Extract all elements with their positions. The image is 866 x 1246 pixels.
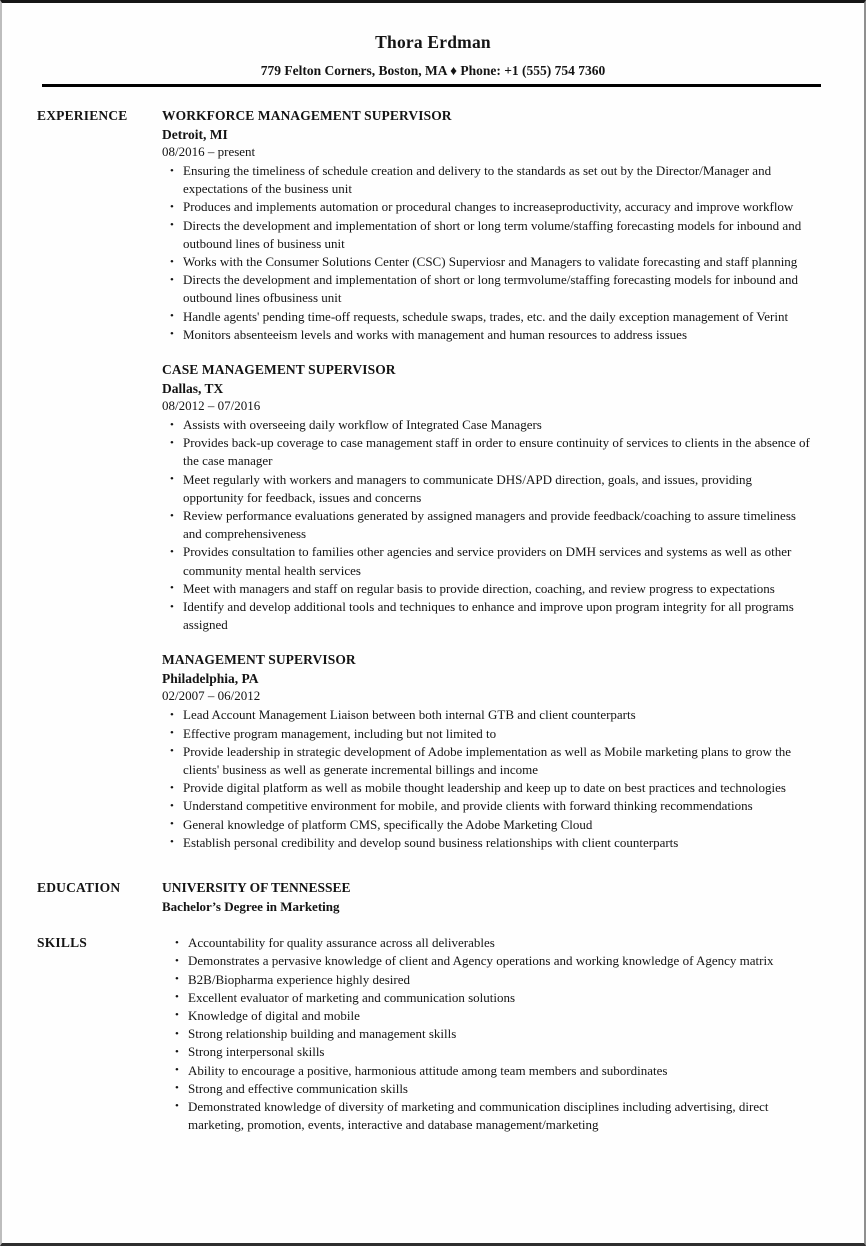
bullet-item	[162, 706, 812, 724]
bullet-text: Effective program management, including but not limited to	[183, 725, 497, 741]
bullet-item	[162, 725, 812, 743]
skills-list	[167, 934, 812, 1134]
degree: Bachelor’s Degree in Marketing	[162, 899, 340, 915]
bullet-icon: •	[170, 727, 174, 740]
experience-content	[162, 106, 812, 852]
bullet-icon: •	[170, 600, 174, 613]
bullet-text: Meet regularly with workers and managers to communicate DHS/APD direction, goals, and issues, providing opportunity for feedback, issues and concerns	[183, 471, 752, 505]
job-entry	[162, 106, 812, 344]
bullet-item	[162, 580, 812, 598]
bullet-icon: •	[170, 781, 174, 794]
bullet-item	[162, 198, 812, 216]
skill-text: Strong and effective communication skills	[188, 1080, 408, 1096]
bullet-text: Assists with overseeing daily workflow of Integrated Case Managers	[183, 417, 542, 433]
skill-text: Knowledge of digital and mobile	[188, 1007, 360, 1023]
contact-line: 779 Felton Corners, Boston, MA ♦ Phone: +1 (555) 754 7360	[260, 63, 606, 78]
skill-text: Demonstrates a pervasive knowledge of client and Agency operations and working knowledge of Agency matrix	[188, 953, 774, 969]
bullet-item	[162, 507, 812, 543]
job-entry	[162, 650, 812, 852]
bullet-icon: •	[175, 1082, 179, 1095]
skill-item	[167, 952, 812, 970]
job-title: MANAGEMENT SUPERVISOR	[162, 652, 356, 668]
skill-item	[167, 1080, 812, 1098]
job-bullet-list	[162, 706, 812, 852]
job-dates: 02/2007 – 06/2012	[162, 688, 261, 704]
person-name: Thora Erdman	[375, 32, 491, 52]
bullet-item	[162, 434, 812, 470]
job-location: Detroit, MI	[162, 127, 228, 142]
bullet-icon: •	[170, 799, 174, 812]
bullet-icon: •	[170, 708, 174, 721]
bullet-text: Provides back-up coverage to case management staff in order to ensure continuity of services to clients in the absence of the case manager	[183, 435, 810, 469]
bullet-item	[162, 217, 812, 253]
bullet-text: Ensuring the timeliness of schedule creation and delivery to the standards as set out by the Director/Manager and expectations of the business unit	[183, 163, 772, 197]
school-name: UNIVERSITY OF TENNESSEE	[162, 880, 351, 896]
bullet-text: Directs the development and implementation of short or long term volume/staffing forecasting models for inbound and outbound lines of business unit	[183, 217, 802, 251]
skill-item	[167, 989, 812, 1007]
bullet-item	[162, 162, 812, 198]
bullet-icon: •	[170, 328, 174, 341]
skill-text: Demonstrated knowledge of diversity of marketing and communication disciplines including advertising, direct marketing, promotion, events, interactive and database management/marketing	[188, 1098, 769, 1133]
resume-header	[2, 3, 864, 87]
bullet-text: Understand competitive environment for mobile, and provide clients with forward thinking recommendations	[183, 798, 753, 814]
bullet-item	[162, 834, 812, 852]
skill-text: B2B/Biopharma experience highly desired	[188, 971, 411, 987]
education-content	[162, 878, 812, 916]
job-location: Dallas, TX	[162, 381, 224, 397]
bullet-item	[162, 543, 812, 579]
skill-item	[167, 1007, 812, 1025]
bullet-icon: •	[170, 473, 174, 486]
job-entry	[162, 360, 812, 634]
bullet-item	[162, 471, 812, 507]
bullet-icon: •	[175, 1009, 179, 1022]
bullet-icon: •	[170, 582, 174, 595]
bullet-text: Provide leadership in strategic development of Adobe implementation as well as Mobile marketing plans to grow the clients' business as well as generate incremental billings and income	[183, 743, 791, 778]
bullet-icon: •	[170, 164, 174, 177]
bullet-icon: •	[175, 1045, 179, 1058]
bullet-text: Identify and develop additional tools and techniques to enhance and improve upon program integrity for all programs assigned	[183, 599, 794, 633]
bullet-icon: •	[170, 745, 174, 758]
skill-text: Strong interpersonal skills	[188, 1044, 325, 1060]
bullet-icon: •	[170, 219, 174, 232]
bullet-icon: •	[175, 1100, 179, 1113]
section-label-experience: EXPERIENCE	[37, 108, 128, 123]
job-title: WORKFORCE MANAGEMENT SUPERVISOR	[162, 108, 452, 123]
bullet-item	[162, 816, 812, 834]
skills-section	[37, 933, 812, 1134]
bullet-item	[162, 253, 812, 271]
skill-item	[167, 1043, 812, 1061]
bullet-text: Establish personal credibility and develop sound business relationships with client counterparts	[183, 834, 679, 850]
bullet-text: Works with the Consumer Solutions Center (CSC) Superviosr and Managers to validate forecasting and staff planning	[183, 254, 798, 270]
bullet-item	[162, 598, 812, 634]
bullet-icon: •	[175, 1064, 179, 1077]
experience-section	[37, 106, 812, 852]
bullet-text: Review performance evaluations generated by assigned managers and provide feedback/coaching to assure timeliness and comprehensiveness	[183, 508, 796, 542]
bullet-text: Handle agents' pending time-off requests, schedule swaps, trades, etc. and the daily exception management of Verint	[183, 308, 789, 324]
bullet-item	[162, 271, 812, 307]
bullet-icon: •	[170, 509, 174, 522]
skill-item	[167, 1098, 812, 1134]
bullet-icon: •	[170, 836, 174, 849]
bullet-text: Meet with managers and staff on regular basis to provide direction, coaching, and review progress to expectations	[183, 580, 775, 596]
bullet-icon: •	[175, 991, 179, 1004]
bullet-icon: •	[170, 310, 174, 323]
bullet-text: General knowledge of platform CMS, specifically the Adobe Marketing Cloud	[183, 816, 593, 832]
skill-item	[167, 971, 812, 989]
job-location: Philadelphia, PA	[162, 671, 259, 687]
bullet-text: Produces and implements automation or procedural changes to increaseproductivity, accuracy and improve workflow	[183, 199, 794, 215]
job-bullet-list	[162, 416, 812, 634]
skill-text: Ability to encourage a positive, harmonious attitude among team members and subordinates	[188, 1062, 668, 1078]
bullet-item	[162, 416, 812, 434]
bullet-icon: •	[175, 936, 179, 949]
bullet-item	[162, 308, 812, 326]
bullet-text: Directs the development and implementation of short or long termvolume/staffing forecasting models for inbound and outbound lines ofbusiness unit	[183, 272, 798, 306]
bullet-icon: •	[170, 545, 174, 558]
bullet-text: Lead Account Management Liaison between both internal GTB and client counterparts	[183, 707, 636, 723]
skill-item	[167, 1062, 812, 1080]
bullet-icon: •	[170, 273, 174, 286]
job-title: CASE MANAGEMENT SUPERVISOR	[162, 362, 396, 378]
bullet-text: Provide digital platform as well as mobile thought leadership and keep up to date on best practices and technologies	[183, 780, 786, 796]
section-label-skills: SKILLS	[37, 935, 87, 951]
bullet-icon: •	[170, 818, 174, 831]
resume-body	[2, 87, 864, 1134]
bullet-icon: •	[170, 255, 174, 268]
skill-item	[167, 1025, 812, 1043]
bullet-icon: •	[170, 418, 174, 431]
bullet-icon: •	[175, 1027, 179, 1040]
bullet-icon: •	[170, 436, 174, 449]
bullet-text: Monitors absenteeism levels and works with management and human resources to address issues	[183, 326, 687, 342]
bullet-icon: •	[175, 954, 179, 967]
skill-text: Excellent evaluator of marketing and communication solutions	[188, 989, 516, 1005]
section-label-education: EDUCATION	[37, 880, 121, 896]
bullet-item	[162, 779, 812, 797]
job-dates: 08/2012 – 07/2016	[162, 398, 261, 414]
bullet-icon: •	[170, 200, 174, 213]
bullet-item	[162, 743, 812, 779]
bullet-icon: •	[175, 973, 179, 985]
skill-item	[167, 934, 812, 952]
bullet-item	[162, 797, 812, 815]
job-bullet-list	[162, 162, 812, 344]
education-section	[37, 878, 812, 916]
job-dates: 08/2016 – present	[162, 144, 256, 159]
skill-text: Strong relationship building and management skills	[188, 1026, 457, 1042]
bullet-item	[162, 326, 812, 344]
bullet-text: Provides consultation to families other agencies and service providers on DMH services and systems as well as other community mental health services	[183, 544, 792, 578]
skill-text: Accountability for quality assurance across all deliverables	[188, 935, 495, 951]
